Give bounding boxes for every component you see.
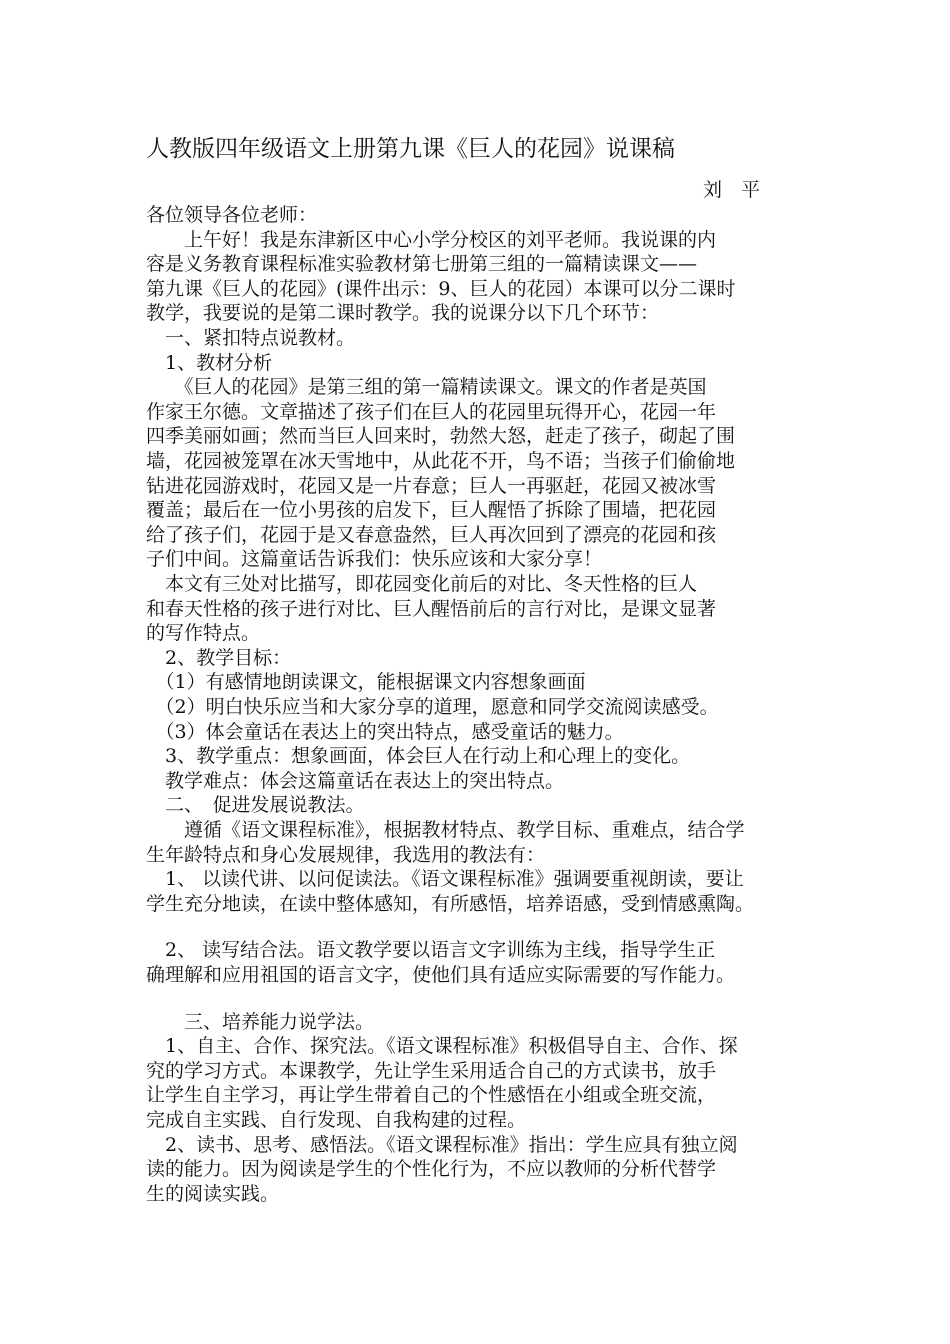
body-line: 3、教学重点：想象画面，体会巨人在行动上和心理上的变化。 [146, 745, 691, 767]
body-line: 的写作特点。 [146, 622, 261, 644]
body-line: 钻进花园游戏时，花园又是一片春意；巨人一再驱赶，花园又被冰雪 [146, 475, 717, 497]
body-line: 覆盖；最后在一位小男孩的启发下，巨人醒悟了拆除了围墙，把花园 [146, 499, 717, 521]
body-line: 教学难点：体会这篇童话在表达上的突出特点。 [146, 770, 565, 792]
body-line: 让学生自主学习，再让学生带着自己的个性感悟在小组或全班交流， [146, 1084, 717, 1106]
subsection-heading: 1、教材分析 [146, 352, 273, 374]
document-title: 人教版四年级语文上册第九课《巨人的花园》说课稿 [146, 136, 675, 162]
body-line: 墙，花园被笼罩在冰天雪地中，从此花不开，鸟不语；当孩子们偷偷地 [146, 450, 736, 472]
author-name: 刘 平 [703, 179, 761, 201]
body-line: 生的阅读实践。 [146, 1183, 280, 1205]
subsection-heading: 2、教学目标： [146, 647, 292, 669]
list-item: （1）有感情地朗读课文，能根据课文内容想象画面 [146, 671, 586, 693]
body-line: 第九课《巨人的花园》(课件出示：9、巨人的花园）本课可以分二课时 [146, 278, 736, 300]
list-item: （2）明白快乐应当和大家分享的道理，愿意和同学交流阅读感受。 [146, 696, 719, 718]
body-line: 《巨人的花园》是第三组的第一篇精读课文。课文的作者是英国 [146, 376, 707, 398]
body-line: 本文有三处对比描写，即花园变化前后的对比、冬天性格的巨人 [146, 573, 698, 595]
body-line: 上午好！我是东津新区中心小学分校区的刘平老师。我说课的内 [146, 229, 717, 251]
body-line: 2、读书、思考、感悟法。《语文课程标准》指出：学生应具有独立阅 [146, 1134, 738, 1156]
body-line: 完成自主实践、自行发现、自我构建的过程。 [146, 1109, 527, 1131]
section-heading: 三、培养能力说学法。 [146, 1011, 375, 1033]
list-item: （3）体会童话在表达上的突出特点，感受童话的魅力。 [146, 721, 624, 743]
body-line: 读的能力。因为阅读是学生的个性化行为，不应以教师的分析代替学 [146, 1158, 717, 1180]
body-line: 1、自主、合作、探究法。《语文课程标准》积极倡导自主、合作、探 [146, 1035, 738, 1057]
section-heading: 二、 促进发展说教法。 [146, 794, 365, 816]
section-heading: 一、紧扣特点说教材。 [146, 327, 356, 349]
body-line: 作家王尔德。文章描述了孩子们在巨人的花园里玩得开心，花园一年 [146, 401, 717, 423]
body-line: 生年龄特点和身心发展规律，我选用的教法有： [146, 844, 546, 866]
body-line: 学生充分地读，在读中整体感知，有所感悟，培养语感，受到情感熏陶。 [146, 893, 755, 915]
body-line: 和春天性格的孩子进行对比、巨人醒悟前后的言行对比，是课文显著 [146, 598, 717, 620]
body-line: 教学，我要说的是第二课时教学。我的说课分以下几个环节： [146, 302, 660, 324]
body-line: 确理解和应用祖国的语言文字，使他们具有适应实际需要的写作能力。 [146, 964, 736, 986]
body-line: 子们中间。这篇童话告诉我们：快乐应该和大家分享！ [146, 548, 603, 570]
body-line: 1、 以读代讲、以问促读法。《语文课程标准》强调要重视朗读，要让 [146, 868, 744, 890]
body-line: 2、 读写结合法。语文教学要以语言文字训练为主线，指导学生正 [146, 939, 716, 961]
body-line: 究的学习方式。本课教学，先让学生采用适合自己的方式读书，放手 [146, 1060, 717, 1082]
body-line: 容是义务教育课程标准实验教材第七册第三组的一篇精读课文—— [146, 253, 698, 275]
body-line: 四季美丽如画；然而当巨人回来时，勃然大怒，赶走了孩子，砌起了围 [146, 425, 736, 447]
body-line: 给了孩子们，花园于是又春意盎然，巨人再次回到了漂亮的花园和孩 [146, 524, 717, 546]
body-line: 各位领导各位老师： [146, 204, 318, 226]
body-line: 遵循《语文课程标准》，根据教材特点、教学目标、重难点，结合学 [146, 819, 745, 841]
